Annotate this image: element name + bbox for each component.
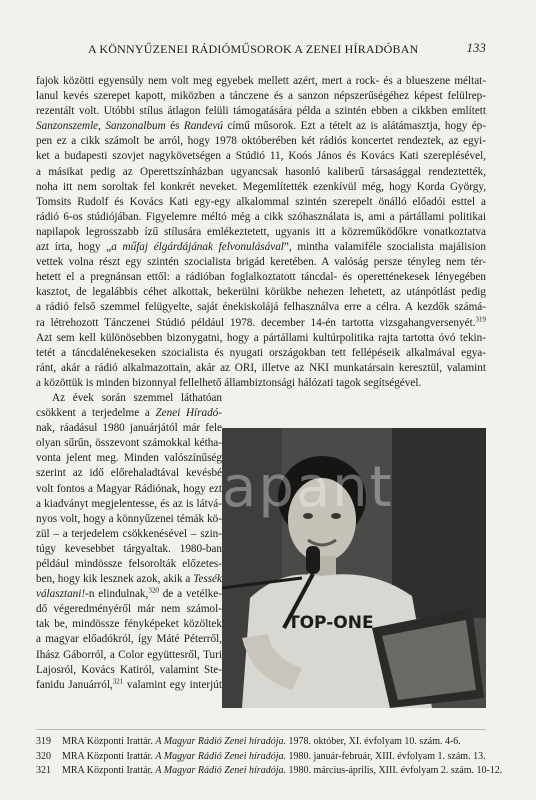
show-title: választani! [36, 588, 86, 601]
text-line: szerint az idő előrehaladtával kevésbé [36, 467, 222, 480]
text-line: ket a budapesti szovjet nagykövetségen a Stúdió 11, Koós János és Kovács Kati szereplésével, [36, 150, 486, 163]
footnote [36, 735, 496, 750]
source-title: A Magyar Rádió Zenei híradója. [155, 765, 286, 776]
text-span: de a vetélke- [158, 588, 222, 601]
text-line: nyos volt, hogy a könnyűzenei témák kö- [36, 512, 222, 525]
text-line: túgy kevesebbet tárgyaltak. 1980-ban [36, 542, 222, 555]
text-span: ”, mintha valamiféle szocialista majálision [283, 241, 486, 254]
text-line: a rádió felső szemmel felügyelte, saját énekiskolájá felhasználva erre a célra. A kezdők számá- [36, 301, 486, 314]
text-line: vettek volna részt egy szintén szocialista brigád keretében. A valóság persze tényleg nem tér- [36, 256, 486, 269]
text-line: például mindössze felsorolták előzetes- [36, 558, 222, 570]
footnote-text [62, 750, 486, 765]
text-line: nak, ráadásul 1980 januárjától már fele [36, 422, 222, 435]
show-title: Sanzonszemle [36, 120, 99, 133]
text-line: Az évek során szemmel láthatóan [52, 391, 222, 404]
source-title: A Magyar Rádió Zenei híradója. [155, 750, 286, 762]
text-line: a másikat pedig az Operettszínházban ugyancsak hasonló kaliberű társasággal rendeztették, [36, 165, 486, 178]
text-line [36, 572, 222, 587]
footnote [36, 764, 503, 779]
text-line: ránt, akár a rádió alkalmazottain, akár az ORI, illetve az NKI munkatársain keresztül, valamint [36, 361, 486, 374]
show-title: Randevú [183, 120, 224, 133]
footnote-number: 320 [36, 750, 51, 762]
text-line: Lajosról, Kovács Katiról, valamint Ste- [36, 663, 222, 676]
text-span: fanidu Januárról, [36, 678, 113, 691]
footnotes [36, 735, 503, 779]
text-span: 1980. január-február, XIII. évfolyam 1. szám. 13. [285, 750, 486, 762]
narrow-column [36, 391, 222, 693]
text-line [36, 587, 222, 602]
text-line: tak be, mindössze fényképeket közöltek [36, 618, 222, 631]
text-span: valamint egy interjút [123, 678, 222, 691]
footnote-ref: 320 [148, 586, 159, 595]
text-line: rádió 6-os stúdiójában. Figyelemre méltó még a cikk szóhasználata is, ami a pártállami politikai [36, 210, 486, 223]
text-line: Tomsits Rudolf és Kovács Kati egy-egy alkalommal szintén szerepelt önálló előadói esttel a [36, 195, 486, 208]
text-line [36, 678, 222, 693]
quote-italic: a műfaj élgárdájának felvonulásával [111, 241, 284, 254]
text-span: ben, hogy kik lesznek azok, akik a [36, 573, 194, 586]
footnote-text [62, 764, 502, 779]
text-line: vonta jelent meg. Minden valószínűség [36, 452, 222, 465]
text-span: azt írta, hogy „ [36, 241, 112, 254]
publication-title: Zenei Híradó- [155, 407, 222, 420]
text-line: Ihász Gáborról, a Color együttesről, Turi [36, 648, 222, 661]
running-header [36, 38, 486, 58]
text-line: hetett el a pregnánsan ettől: a rádióban foglalkoztatott táncdal- és operettének​esek lényegében [36, 271, 486, 284]
text-line [36, 240, 486, 255]
text-span: című műsorok. Ezt a tételt az is alátámasztja, hogy ép- [223, 120, 486, 133]
footnote-text [62, 735, 461, 750]
text-line: olyan sűrűn, összevont számokkal kétha- [36, 437, 222, 450]
text-span: ra létrehozott Tánczenei Stúdió például 1978. december 14-én tartotta vizsgahangversenyét. [36, 316, 476, 329]
text-line: tetét a táncdalénekeseken szocialista és nyugati országokban tett fellépéseik alkalmával egya- [36, 346, 486, 359]
footnote-ref: 319 [475, 314, 486, 323]
watermark: apant [222, 455, 394, 520]
show-title: Sanzonalbum [105, 120, 166, 133]
text-line: pen ez a cikk számolt be arról, hogy 1978 októberében két rádiós koncertet rendeztek, az egyi- [36, 135, 486, 148]
text-line: Azt sem kell különösebben bizonygatni, hogy a pártállami kultúrpolitika rajta tartotta óvó tekin- [36, 331, 486, 344]
text-span: és [165, 120, 184, 133]
text-line [36, 406, 222, 421]
text-span: -n elindulnak, [85, 588, 149, 601]
text-line: volt fontos a Magyar Rádiónak, hogy ezt [36, 482, 222, 495]
text-span: 1978. október, XI. évfolyam 10. szám. 4-6. [285, 736, 461, 747]
page-number: 133 [466, 41, 486, 55]
text-line: rezentált volt. Utóbbi stílus átlagon felüli támogatására példa a szintén ebben a cikkben említett [36, 105, 486, 118]
show-title: Tessék [193, 573, 222, 586]
text-line: lanul kevés szerepet kapott, miközben a tánczene és a sanzon népszerűségéhez képest felülrep- [36, 90, 486, 103]
text-line: fajok közötti egyensúly nem volt meg egyebek mellett azért, mert a rock- és a blueszene méltat- [36, 75, 486, 87]
text-line: a közöttük is minden bizonnyal fellelhető állambiztonsági hálózati tagok segítségével. [36, 376, 422, 389]
text-line: noha itt nem soroltak fel konkrét neveket. Megemlítették ezenkívül még, hogy Korda György, [36, 180, 486, 193]
text-span: 1980. március-április, XIII. évfolyam 2. szám. 10-12. [285, 765, 503, 776]
footnote-divider [36, 729, 486, 730]
text-line: kasztot, de legalábbis céhet alkottak, bekerülni körükbe nehezen lehetett, az utánpótlást pedig [36, 286, 486, 299]
footnote [36, 750, 496, 765]
source-title: A Magyar Rádió Zenei híradója. [155, 736, 286, 747]
text-span: MRA Központi Irattár. [62, 750, 156, 762]
text-line: a kiadványt megjelentesse, és az is látvá- [36, 497, 222, 510]
text-line [36, 316, 486, 331]
text-span: MRA Központi Irattár. [62, 736, 156, 747]
text-span: csökkent a terjedelme a [36, 407, 156, 420]
shirt-text: TOP-ONE [288, 613, 374, 633]
text-line: zül – a terjedelem csökkenésével – szin- [36, 527, 222, 540]
text-span: MRA Központi Irattár. [62, 765, 156, 776]
text-line: napilapok legrosszabb ízű stílusára emlékeztetett, ugyanis itt a közreműködőkre vonatkoztatva [36, 225, 486, 238]
footnote-number: 321 [36, 765, 51, 776]
text-line: a magyar előadókról, így Máté Péterről, [36, 633, 222, 646]
text-line: dő végeredményéről már nem számol- [36, 603, 222, 616]
running-title: A KÖNNYŰZENEI RÁDIÓMŰSOROK A ZENEI HÍRADÓBAN [88, 42, 419, 56]
footnote-ref: 321 [112, 677, 124, 686]
footnote-number: 319 [36, 736, 51, 747]
text-line [36, 119, 486, 134]
text-span: , [98, 120, 106, 133]
